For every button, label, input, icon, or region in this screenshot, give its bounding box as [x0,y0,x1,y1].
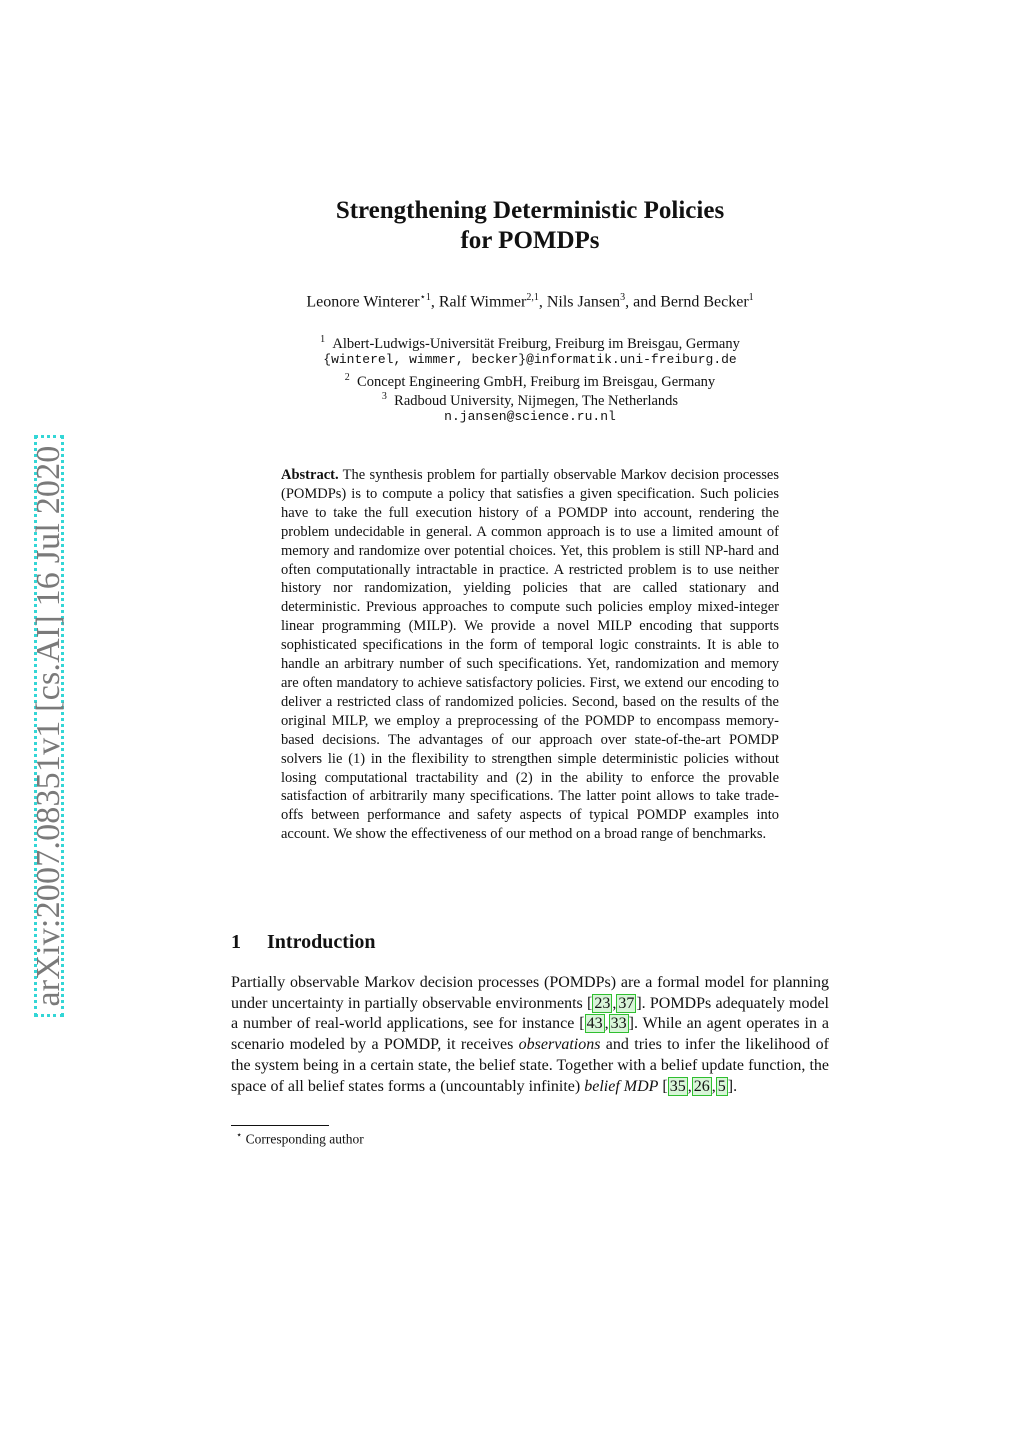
footnote-mark: ⋆ [236,1130,243,1141]
author-name: Nils Jansen [546,293,621,311]
author-list: Leonore Winterer$^{⋆1}$, Ralf Wimmer$^{2,1}$, Nils Jansen$^3$, and Bernd Becker$^1$ [306,292,754,311]
author-superscript: ⋆1 [419,292,431,303]
footnote-divider [231,1125,329,1126]
citation-link[interactable]: 26 [693,1077,710,1095]
author-superscript: 2,1 [526,292,539,303]
author-name: Ralf Wimmer [438,293,527,311]
abstract-text: The synthesis problem for partially observable Markov decision processes (POMDPs) is to compute a policy that satisfies a given specification. Such policies have to take the full execution history of a POMDP into account, rendering the problem undecidable in general. A common approach is to use a limited amount of memory and randomize over potential choices. Yet, this problem is still NP-hard and often computationally intractable in practice. A restricted problem is to use neither history nor randomization, yielding policies that are called stationary and deterministic. Previous approaches to compute such policies employ mixed-integer linear programming (MILP). We provide a novel MILP encoding that supports sophisticated specifications in the form of temporal logic constraints. It is able to handle an arbitrary number of such specifications. Yet, randomization and memory are often mandatory to achieve satisfactory policies. First, we extend our encoding to deliver a restricted class of randomized policies. Second, based on the results of the original MILP, we employ a preprocessing of the POMDP to encompass memory-based decisions. The advantages of our approach over state-of-the-art POMDP solvers lie (1) in the flexibility to strengthen simple deterministic policies without losing computational tractability and (2) in the ability to enforce the provable satisfaction of arbitrarily many specifications. The latter point allows to take trade-offs between performance and safety aspects of typical POMDP examples into account. We show the effectiveness of our method on a broad range of benchmarks. [281,467,779,843]
emphasis-observations: observations [518,1036,601,1054]
author-superscript: 1 [748,292,754,303]
abstract [281,466,779,844]
arxiv-identifier-text: arXiv:2007.08351v1 [cs.AI] 16 Jul 2020 [30,445,67,1007]
citation-link[interactable]: 35 [669,1077,686,1095]
citation-link[interactable]: 33 [610,1015,627,1033]
affiliation-1: $^1$ Albert-Ludwigs-Universität Freiburg, Freiburg im Breisgau, Germany [320,334,740,352]
introduction-paragraph: Partially observable Markov decision processes (POMDPs) are a formal model for planning under uncertainty in partially observable environments [ 23 , 37 ]. POMDPs adequately model a number of real-world applications, see for instance [ 43 , 33 ]. While an agent operates in a scenario modeled by a POMDP, it receives observations and tries to infer the likelihood of the system being in a certain state, the belief state. Together with a belief update function, the space of all belief states forms a (uncountably infinite) belief MDP [ 35 , 26 , 5 ]. [231,974,830,1095]
footnote-text: Corresponding author [245,1131,364,1147]
citation-link[interactable]: 37 [618,994,635,1012]
citation-link[interactable]: 23 [594,994,611,1012]
footnote [236,1130,364,1148]
citation-link[interactable]: 5 [717,1077,726,1095]
author-name: Bernd Becker [660,293,749,311]
title-line-2: for POMDPs [460,227,600,254]
section-heading [231,931,376,954]
section-number: 1 [231,931,241,953]
arxiv-identifier-stamp [30,435,67,1017]
emphasis-belief-mdp: belief MDP [584,1077,659,1095]
abstract-label: Abstract. [281,467,339,483]
affiliation-3-email: n.jansen@science.ru.nl [444,409,616,424]
affiliation-2: $^2$ Concept Engineering GmbH, Freiburg im Breisgau, Germany [344,372,716,390]
section-title: Introduction [267,931,376,953]
affiliation-1-email: {winterel, wimmer, becker}@informatik.uni-freiburg.de [323,352,737,367]
affiliation-3: $^3$ Radboud University, Nijmegen, The Netherlands [381,391,679,409]
title-line-1: Strengthening Deterministic Policies [335,197,725,224]
paper-title [0,196,1024,256]
author-superscript: 3 [620,292,626,303]
citation-link[interactable]: 43 [586,1015,603,1033]
author-name: Leonore Winterer [306,293,420,311]
